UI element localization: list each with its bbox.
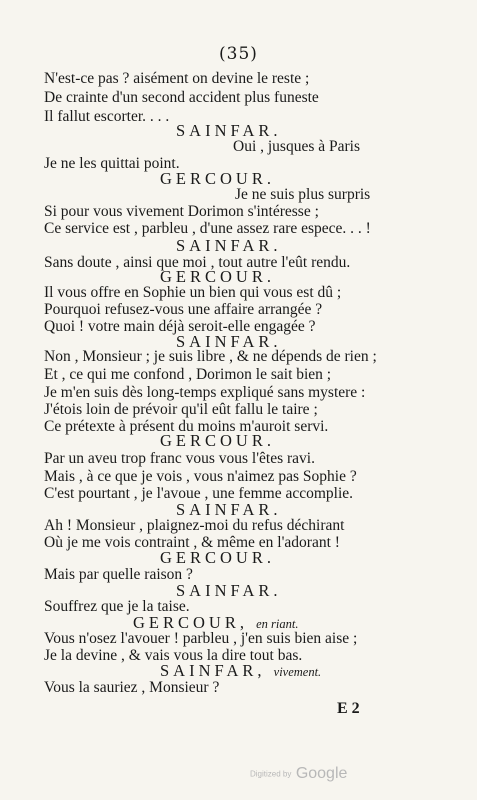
verse-line: J'étois loin de prévoir qu'il eût fallu le taire ; — [44, 401, 318, 418]
verse-line: Il vous offre en Sophie un bien qui vous est dû ; — [44, 284, 342, 301]
verse-line: Si pour vous vivement Dorimon s'intéresse ; — [44, 203, 319, 220]
speaker-heading: SAINFAR. — [176, 121, 282, 140]
speaker-heading: SAINFAR, — [160, 661, 266, 680]
verse-line: Ce prétexte à présent du moins m'auroit servi. — [44, 418, 329, 435]
verse-line: Je la devine , & vais vous la dire tout bas. — [44, 647, 303, 664]
watermark-prefix: Digitized by — [250, 769, 292, 779]
verse-line: Il fallut escorter. . . . — [44, 108, 170, 125]
verse-line: Oui , jusques à Paris — [233, 138, 361, 155]
verse-line: Ah ! Monsieur , plaignez-moi du refus déchirant — [44, 517, 345, 534]
verse-line: Mais par quelle raison ? — [44, 566, 193, 583]
verse-line: Où je me vois contraint , & même en l'adorant ! — [44, 534, 340, 551]
verse-line: De crainte d'un second accident plus funeste — [44, 89, 319, 106]
signature-mark: E 2 — [337, 700, 360, 717]
verse-line: Vous n'osez l'avouer ! parbleu , j'en suis bien aise ; — [44, 630, 358, 647]
stage-direction: en riant. — [256, 617, 299, 631]
verse-line: Ce service est , parbleu , d'une assez rare espece. . . ! — [44, 220, 371, 237]
speaker-heading: SAINFAR. — [176, 236, 282, 255]
verse-line: C'est pourtant , je l'avoue , une femme accomplie. — [44, 485, 354, 502]
verse-line: Je ne suis plus surpris — [235, 186, 371, 203]
verse-line: Je ne les quittai point. — [44, 155, 180, 172]
verse-line: Mais , à ce que je vois , vous n'aimez pas Sophie ? — [44, 468, 357, 485]
verse-line: Sans doute , ainsi que moi , tout autre l'eût rendu. — [44, 254, 351, 271]
verse-line: N'est-ce pas ? aisément on devine le reste ; — [44, 70, 310, 87]
watermark — [250, 765, 347, 783]
page-number: (35) — [219, 44, 258, 64]
speaker-heading: GERCOUR. — [160, 431, 275, 450]
verse-line: Je m'en suis dès long-temps expliqué sans mystere : — [44, 384, 366, 401]
speaker-heading: SAINFAR. — [176, 332, 282, 351]
stage-direction: vivement. — [273, 665, 322, 679]
speaker-heading: GERCOUR. — [160, 548, 275, 567]
watermark-brand: Google — [295, 765, 348, 782]
speaker-heading: SAINFAR. — [176, 581, 282, 600]
speaker-heading: SAINFAR. — [176, 500, 282, 519]
verse-line: Et , ce qui me confond , Dorimon le sait bien ; — [44, 366, 332, 383]
verse-line: Souffrez que je la taise. — [44, 598, 190, 615]
speaker-heading: GERCOUR. — [160, 267, 275, 286]
verse-line: Par un aveu trop franc vous vous l'êtes ravi. — [44, 450, 315, 467]
verse-line: Quoi ! votre main déjà seroit-elle engagée ? — [44, 318, 316, 335]
speaker-heading: GERCOUR. — [160, 169, 275, 188]
verse-line: Pourquoi refusez-vous une affaire arrangée ? — [44, 301, 323, 318]
speaker-heading: GERCOUR, — [133, 613, 248, 632]
verse-line: Vous la sauriez , Monsieur ? — [44, 679, 220, 696]
verse-line: Non , Monsieur ; je suis libre , & ne dépends de rien ; — [44, 348, 377, 365]
